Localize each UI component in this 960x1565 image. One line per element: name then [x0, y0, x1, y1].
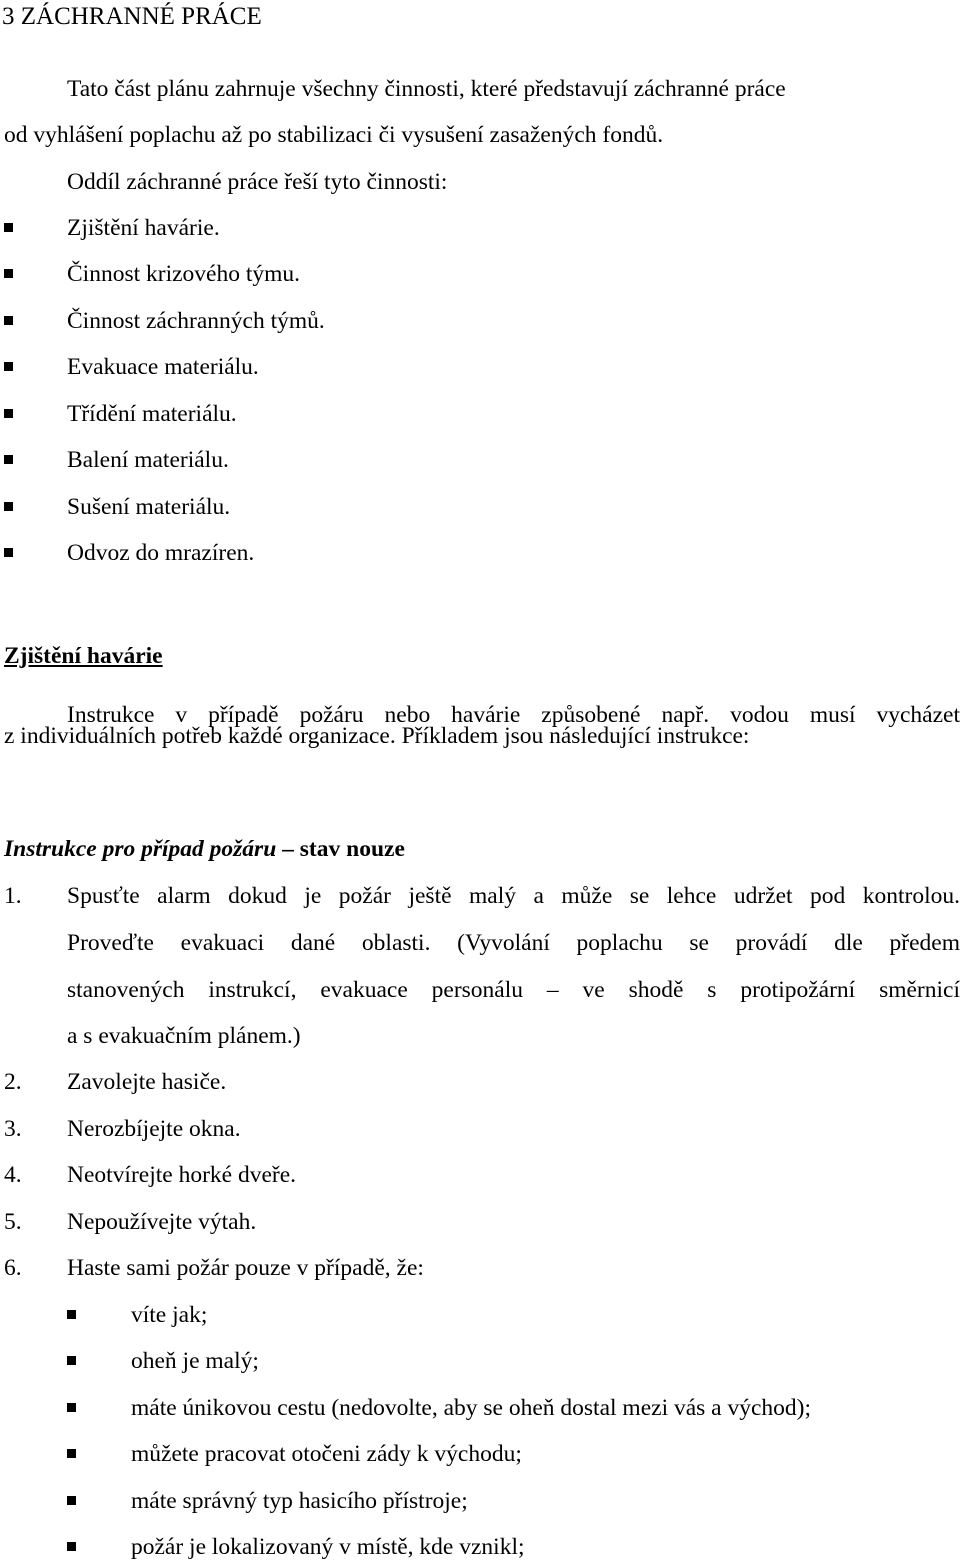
step-text: Nepoužívejte výtah. [67, 1209, 257, 1235]
list-item: máte správný typ hasicího přístroje; [131, 1488, 468, 1514]
step-text: Zavolejte hasiče. [67, 1069, 227, 1095]
bullet-marker [4, 455, 13, 464]
list-item: Sušení materiálu. [67, 494, 231, 520]
bullet-marker [4, 502, 13, 511]
list-item: Zjištění havárie. [67, 215, 220, 241]
step-text: Proveďte evakuaci dané oblasti. (Vyvolání poplachu se provádí dle předem [67, 930, 960, 956]
list-item: Evakuace materiálu. [67, 354, 259, 380]
intro-line-2: od vyhlášení poplachu až po stabilizaci či vysušení zasažených fondů. [4, 122, 664, 148]
step-text: Nerozbíjejte okna. [67, 1116, 241, 1142]
step-number: 2. [4, 1069, 22, 1095]
bullet-marker [67, 1542, 76, 1551]
subsection-heading-rest: – stav nouze [276, 836, 405, 862]
subsection-heading-italic: Instrukce pro případ požáru [4, 836, 277, 862]
section-paragraph-line-1: Instrukce v případě požáru nebo havárie způsobené např. vodou musí vycházet [67, 702, 960, 728]
list-item: máte únikovou cestu (nedovolte, aby se oheň dostal mezi vás a východ); [131, 1395, 812, 1421]
bullet-marker [4, 316, 13, 325]
bullet-marker [4, 223, 13, 232]
bullet-marker [4, 548, 13, 557]
bullet-marker [67, 1496, 76, 1505]
intro-line-1: Tato část plánu zahrnuje všechny činnosti, které představují záchranné práce [67, 76, 786, 102]
list-item: požár je lokalizovaný v místě, kde vznikl; [131, 1534, 525, 1560]
bullet-marker [4, 409, 13, 418]
step-number: 4. [4, 1162, 22, 1188]
list-item: Třídění materiálu. [67, 401, 237, 427]
subsection-heading [4, 838, 405, 862]
bullet-marker [67, 1310, 76, 1319]
list-item: můžete pracovat otočeni zády k východu; [131, 1441, 522, 1467]
bullet-marker [67, 1449, 76, 1458]
list-item: Balení materiálu. [67, 447, 229, 473]
page-heading: 3 ZÁCHRANNÉ PRÁCE [2, 3, 262, 30]
step-text: Spusťte alarm dokud je požár ještě malý a může se lehce udržet pod kontrolou. [67, 883, 960, 909]
step-number: 6. [4, 1255, 22, 1281]
step-number: 1. [4, 883, 22, 909]
step-number: 5. [4, 1209, 22, 1235]
intro-line-3: Oddíl záchranné práce řeší tyto činnosti: [67, 169, 448, 195]
list-item: Činnost záchranných týmů. [67, 308, 325, 334]
section-title: Zjištění havárie [4, 643, 163, 669]
bullet-marker [67, 1403, 76, 1412]
step-text: Haste sami požár pouze v případě, že: [67, 1255, 424, 1281]
section-paragraph-line-2: z individuálních potřeb každé organizace. Příkladem jsou následující instrukce: [4, 723, 750, 749]
list-item: oheň je malý; [131, 1348, 259, 1374]
step-text: Neotvírejte horké dveře. [67, 1162, 297, 1188]
bullet-marker [4, 362, 13, 371]
list-item: víte jak; [131, 1302, 208, 1328]
bullet-marker [4, 269, 13, 278]
step-text: stanovených instrukcí, evakuace personálu – ve shodě s protipožární směrnicí [67, 977, 960, 1003]
list-item: Činnost krizového týmu. [67, 261, 301, 287]
step-text: a s evakuačním plánem.) [67, 1023, 301, 1049]
step-number: 3. [4, 1116, 22, 1142]
list-item: Odvoz do mrazíren. [67, 540, 255, 566]
bullet-marker [67, 1356, 76, 1365]
